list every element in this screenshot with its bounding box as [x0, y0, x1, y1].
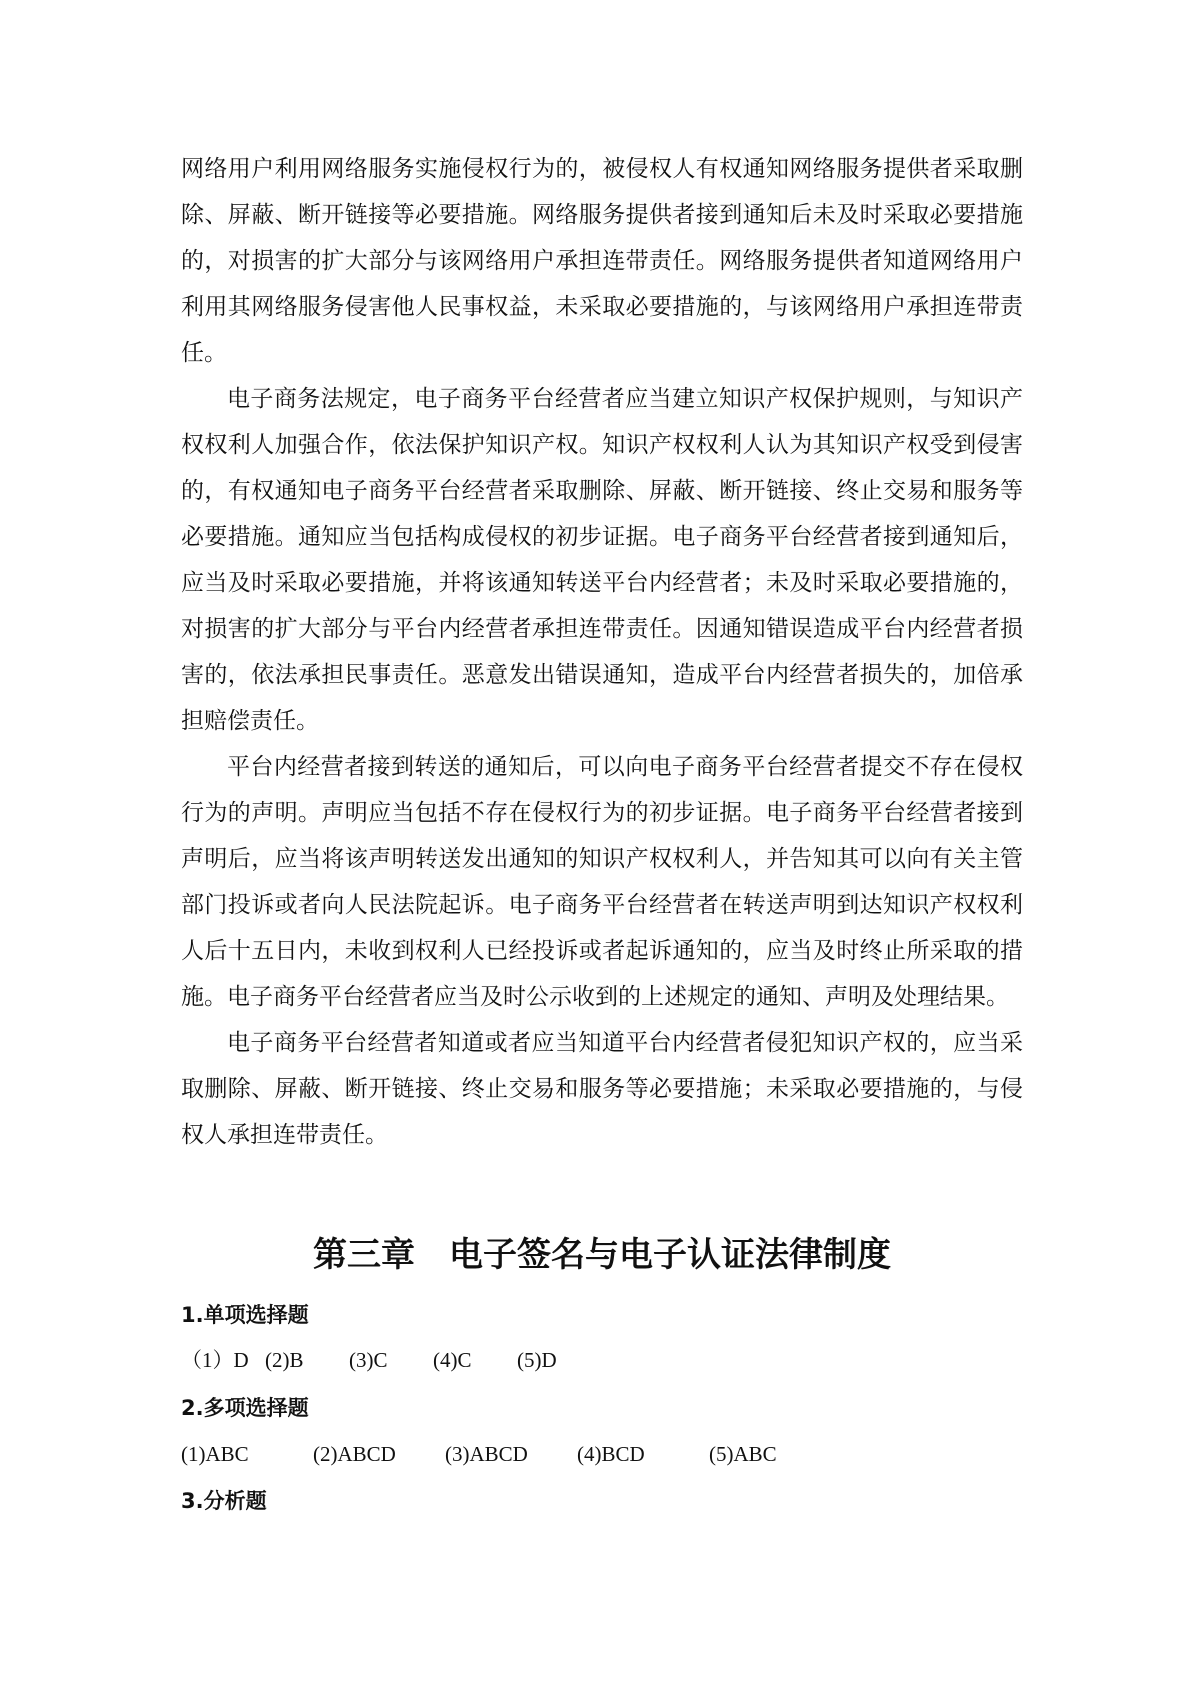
paragraph-3: 平台内经营者接到转送的通知后，可以向电子商务平台经营者提交不存在侵权行为的声明。声明应当包括不存在侵权行为的初步证据。电子商务平台经营者接到声明后，应当将该声明转送发出通知的知识产权权利人，并告知其可以向有关主管部门投诉或者向人民法院起诉。电子商务平台经营者在转送声明到达知识产权权利人后十五日内，未收到权利人已经投诉或者起诉通知的，应当及时终止所采取的措施。电子商务平台经营者应当及时公示收到的上述规定的通知、声明及处理结果。	[181, 754, 1023, 1010]
answer-item: (3)ABCD	[445, 1442, 528, 1466]
chapter-title: 第三章 电子签名与电子认证法律制度	[313, 1235, 891, 1275]
multiple-choice-heading: 2.多项选择题	[181, 1396, 309, 1420]
paragraph-2: 电子商务法规定，电子商务平台经营者应当建立知识产权保护规则，与知识产权权利人加强合作，依法保护知识产权。知识产权权利人认为其知识产权受到侵害的，有权通知电子商务平台经营者采取删除、屏蔽、断开链接、终止交易和服务等必要措施。通知应当包括构成侵权的初步证据。电子商务平台经营者接到通知后，应当及时采取必要措施，并将该通知转送平台内经营者；未及时采取必要措施的，对损害的扩大部分与平台内经营者承担连带责任。因通知错误造成平台内经营者损害的，依法承担民事责任。恶意发出错误通知，造成平台内经营者损失的，加倍承担赔偿责任。	[181, 386, 1023, 734]
answer-item: (5)ABC	[709, 1442, 777, 1466]
answer-item: (2)ABCD	[313, 1442, 396, 1466]
single-choice-answers	[181, 1345, 601, 1375]
answer-item: (4)BCD	[577, 1442, 645, 1466]
answer-item: （1）D	[181, 1348, 249, 1372]
body-text	[181, 146, 1023, 1158]
paragraph-4: 电子商务平台经营者知道或者应当知道平台内经营者侵犯知识产权的，应当采取删除、屏蔽、断开链接、终止交易和服务等必要措施；未采取必要措施的，与侵权人承担连带责任。	[181, 1030, 1023, 1148]
multiple-choice-answers	[181, 1439, 841, 1469]
answer-item: (2)B	[265, 1348, 304, 1372]
answer-item: (5)D	[517, 1348, 557, 1372]
answer-item: (1)ABC	[181, 1442, 249, 1466]
answer-item: (4)C	[433, 1348, 472, 1372]
single-choice-heading: 1.单项选择题	[181, 1303, 309, 1327]
analysis-heading: 3.分析题	[181, 1489, 267, 1513]
paragraph-1: 网络用户利用网络服务实施侵权行为的，被侵权人有权通知网络服务提供者采取删除、屏蔽、断开链接等必要措施。网络服务提供者接到通知后未及时采取必要措施的，对损害的扩大部分与该网络用户承担连带责任。网络服务提供者知道网络用户利用其网络服务侵害他人民事权益，未采取必要措施的，与该网络用户承担连带责任。	[181, 156, 1023, 366]
answer-item: (3)C	[349, 1348, 388, 1372]
